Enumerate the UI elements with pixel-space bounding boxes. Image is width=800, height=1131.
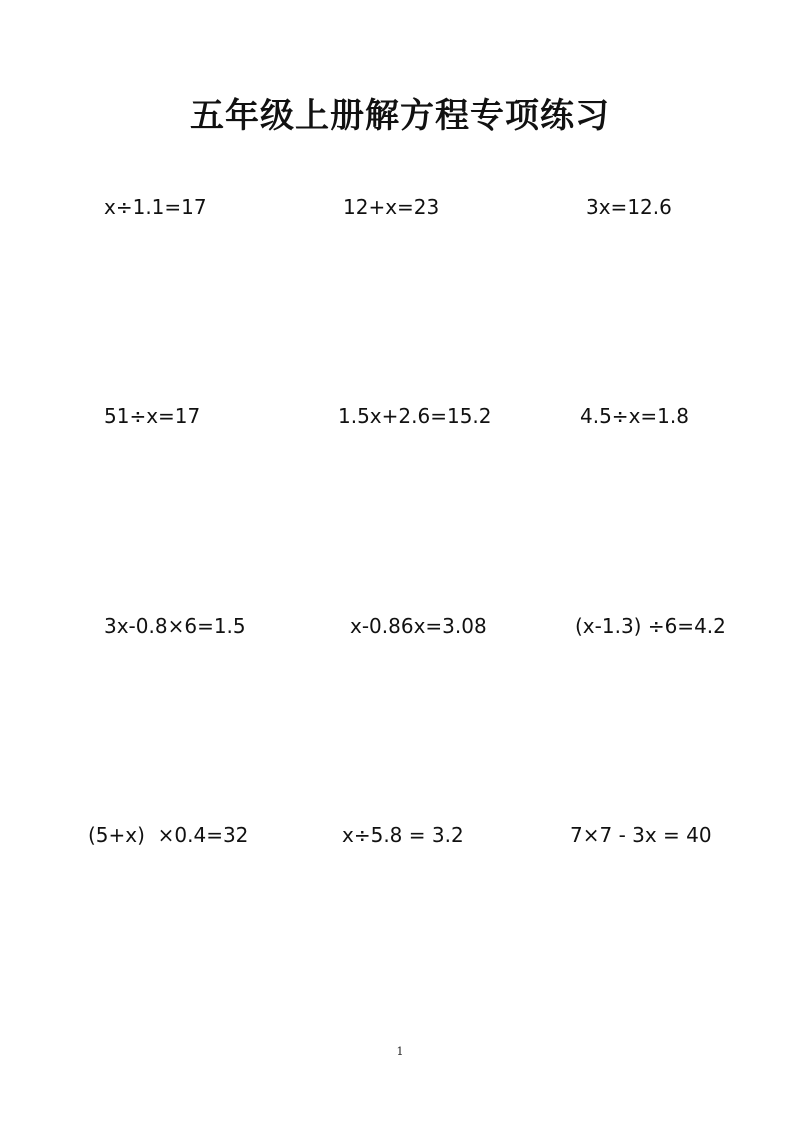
- equation-10: (5+x) ×0.4=32: [88, 823, 249, 847]
- equation-1: x÷1.1=17: [104, 195, 207, 219]
- equation-2: 12+x=23: [343, 195, 440, 219]
- equation-11: x÷5.8 = 3.2: [342, 823, 464, 847]
- equation-7: 3x-0.8×6=1.5: [104, 614, 246, 638]
- equation-12: 7×7 - 3x = 40: [570, 823, 712, 847]
- equation-6: 4.5÷x=1.8: [580, 404, 689, 428]
- equation-5: 1.5x+2.6=15.2: [338, 404, 492, 428]
- page-title: 五年级上册解方程专项练习: [190, 96, 610, 136]
- equation-8: x-0.86x=3.08: [350, 614, 487, 638]
- page-number: 1: [396, 1045, 404, 1058]
- equation-4: 51÷x=17: [104, 404, 201, 428]
- equation-9: (x-1.3) ÷6=4.2: [575, 614, 726, 638]
- equation-3: 3x=12.6: [586, 195, 672, 219]
